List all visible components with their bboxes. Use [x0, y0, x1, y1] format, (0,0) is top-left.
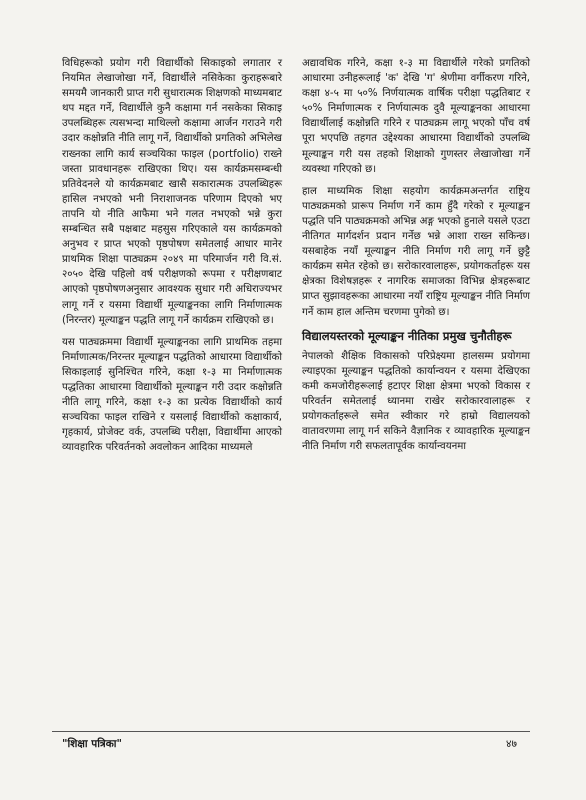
left-paragraph-1: विधिहरूको प्रयोग गरी विद्यार्थीको सिकाइको लगातार र नियमित लेखाजोखा गर्ने, विद्यार्थीले नसिकेका कुराहरूबारे समयमै जानकारी प्राप्त गरी सुधारात्मक शिक्षणको माध्यमबाट थप मद्दत गर्ने, विद्यार्थीले कुनै कक्षामा गर्न नसकेका सिकाइ उपलब्धिहरू त्यसभन्दा माथिल्लो कक्षामा आर्जन गराउने गरी उदार कक्षोन्नति नीति लागू गर्ने, विद्यार्थीको प्रगतिको अभिलेख राख्नका लागि कार्य सञ्चयिका फाइल (portfolio) राख्ने जस्ता प्रावधानहरू राखिएका थिए। यस कार्यक्रमसम्बन्धी प्रतिवेदनले यो कार्यक्रमबाट खासै सकारात्मक उपलब्धिहरू हासिल नभएको भनी निराशाजनक परिणाम दिएको भए तापनि यो नीति आफैमा भने गलत नभएको भन्ने कुरा सम्बन्धित सबै पक्षबाट महसुस गरिएकाले यस कार्यक्रमको अनुभव र प्राप्त भएको पृष्ठपोषण समेतलाई आधार मानेर प्राथमिक शिक्षा पाठ्यक्रम २०४९ मा परिमार्जन गरी वि.सं. २०५० देखि पहिलो वर्ष परीक्षणको रूपमा र परीक्षणबाट आएको पृष्ठपोषणअनुसार आवश्यक सुधार गरी अधिराज्यभर लागू गर्ने र यसमा विद्यार्थी मूल्याङ्कनका लागि निर्माणात्मक (निरन्तर) मूल्याङ्कन पद्धति लागू गर्ने कार्यक्रम राखिएको छ।: [62, 58, 282, 326]
right-paragraph-2: हाल माध्यमिक शिक्षा सहयोग कार्यक्रमअन्तर्गत राष्ट्रिय पाठ्यक्रमको प्रारूप निर्माण गर्ने काम हुँदै गरेको र मूल्याङ्कन पद्धति पनि पाठ्यक्रमको अभिन्न अङ्ग भएको हुनाले यसले एउटा नीतिगत मार्गदर्शन प्रदान गर्नेछ भन्ने आशा राख्न सकिन्छ। यसबाहेक नयाँ मूल्याङ्कन नीति निर्माण गरी लागू गर्ने छुट्टै कार्यक्रम समेत रहेको छ। सरोकारवालाहरू, प्रयोगकर्ताहरू यस क्षेत्रका विशेषज्ञहरू र नागरिक समाजका विभिन्न क्षेत्रहरूबाट प्राप्त सुझावहरूका आधारमा नयाँ राष्ट्रिय मूल्याङ्कन नीति निर्माण गर्ने काम हाल अन्तिम चरणमा पुगेको छ।: [302, 185, 530, 318]
page-number: ४७: [506, 738, 517, 750]
right-paragraph-3: नेपालको शैक्षिक विकासको परिप्रेक्ष्यमा हालसम्म प्रयोगमा ल्याइएका मूल्याङ्कन पद्धतिको कार्यान्वयन र यसमा देखिएका कमी कमजोरीहरूलाई हटाएर शिक्षा क्षेत्रमा भएको विकास र परिवर्तन समेतलाई ध्यानमा राखेर सरोकारवालाहरू र प्रयोगकर्ताहरूले समेत स्वीकार गरे हाम्रो विद्यालयको वातावरणमा लागू गर्न सकिने वैज्ञानिक र व्यावहारिक मूल्याङ्कन नीति निर्माण गरी सफलतापूर्वक कार्यान्वयनमा: [302, 350, 530, 453]
right-column: [302, 56, 530, 461]
left-paragraph-2: यस पाठ्यक्रममा विद्यार्थी मूल्याङ्कनका लागि प्राथमिक तहमा निर्माणात्मक/निरन्तर मूल्याङ्कन पद्धतिको आधारमा विद्यार्थीको सिकाइलाई सुनिश्चित गरिने, कक्षा १-३ मा निर्माणात्मक पद्धतिका आधारमा विद्यार्थीको मूल्याङ्कन गरी उदार कक्षोन्नति नीति लागू गरिने, कक्षा १-३ का प्रत्येक विद्यार्थीको कार्य सञ्चयिका फाइल राखिने र यसलाई विद्यार्थीको कक्षाकार्य, गृहकार्य, प्रोजेक्ट वर्क, उपलब्धि परीक्षा, विद्यार्थीमा आएको व्यावहारिक परिवर्तनको अवलोकन आदिका माध्यमले: [62, 336, 282, 454]
left-column: [62, 56, 282, 462]
journal-name: "शिक्षा पत्रिका": [62, 738, 122, 750]
right-paragraph-1: अद्यावधिक गरिने, कक्षा १-३ मा विद्यार्थीले गरेको प्रगतिको आधारमा उनीहरूलाई 'क' देखि 'ग' श्रेणीमा वर्गीकरण गरिने, कक्षा ४-५ मा ५०% निर्णयात्मक वार्षिक परीक्षा पद्धतिबाट र ५०% निर्माणात्मक र निर्णयात्मक दुवै मूल्याङ्कनका आधारमा विद्यार्थीलाई कक्षोन्नति गरिने र पाठ्यक्रम लागू भएको पाँच वर्ष पूरा भएपछि तहगत उद्देश्यका आधारमा विद्यार्थीको उपलब्धि मूल्याङ्कन गरी यस तहको शिक्षाको गुणस्तर लेखाजोखा गर्ने व्यवस्था गरिएको छ।: [302, 58, 530, 175]
footer-divider: [52, 731, 530, 732]
section-heading: विद्यालयस्तरको मूल्याङ्कन नीतिका प्रमुख चुनौतीहरू: [302, 328, 512, 343]
